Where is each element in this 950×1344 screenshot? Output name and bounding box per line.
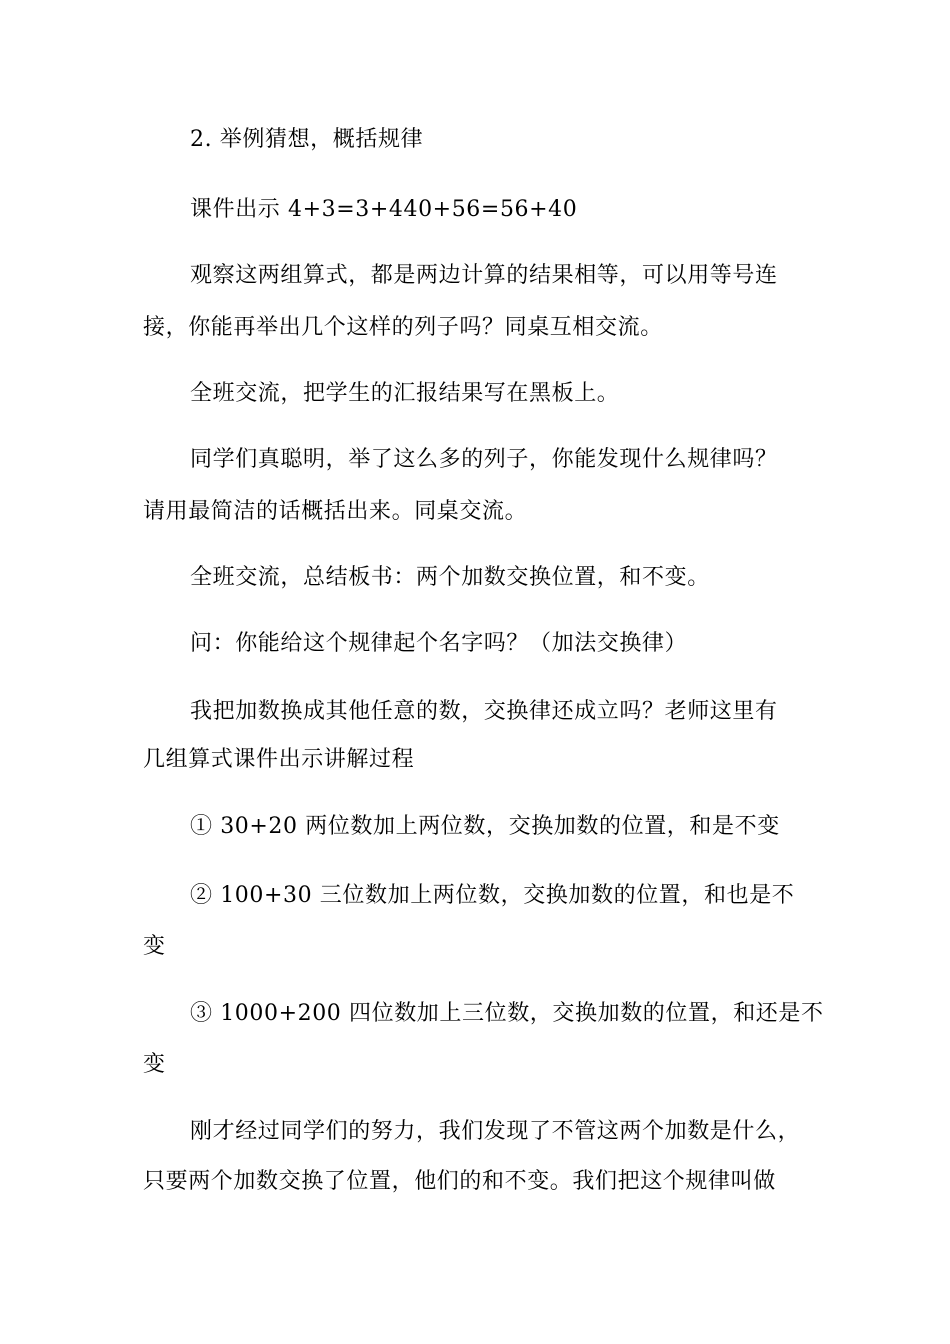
paragraph-observe-line-2: 接，你能再举出几个这样的列子吗？同桌互相交流。 xyxy=(143,315,663,340)
paragraph-observe-line-1: 观察这两组算式，都是两边计算的结果相等，可以用等号连 xyxy=(190,263,778,288)
example-item-1: ① 30+20 两位数加上两位数，交换加数的位置，和是不变 xyxy=(190,814,780,839)
example-item-2-line-2: 变 xyxy=(143,934,166,959)
example-item-3-line-2: 变 xyxy=(143,1052,166,1077)
paragraph-class-exchange: 全班交流，把学生的汇报结果写在黑板上。 xyxy=(190,381,620,406)
section-heading: 2. 举例猜想，概括规律 xyxy=(190,127,424,152)
paragraph-summary: 全班交流，总结板书：两个加数交换位置，和不变。 xyxy=(190,565,710,590)
paragraph-discover-line-1: 同学们真聪明，举了这么多的列子，你能发现什么规律吗？ xyxy=(190,447,778,472)
paragraph-any-number-line-2: 几组算式课件出示讲解过程 xyxy=(143,747,415,772)
paragraph-conclusion-line-1: 刚才经过同学们的努力，我们发现了不管这两个加数是什么， xyxy=(190,1119,801,1144)
paragraph-courseware: 课件出示 4+3=3+440+56=56+40 xyxy=(190,197,578,222)
paragraph-discover-line-2: 请用最简洁的话概括出来。同桌交流。 xyxy=(143,499,528,524)
example-item-3-line-1: ③ 1000+200 四位数加上三位数，交换加数的位置，和还是不 xyxy=(190,1001,824,1026)
paragraph-conclusion-line-2: 只要两个加数交换了位置，他们的和不变。我们把这个规律叫做 xyxy=(143,1169,776,1194)
example-item-2-line-1: ② 100+30 三位数加上两位数，交换加数的位置，和也是不 xyxy=(190,883,795,908)
paragraph-any-number-line-1: 我把加数换成其他任意的数，交换律还成立吗？老师这里有 xyxy=(190,699,778,724)
paragraph-question: 问：你能给这个规律起个名字吗？（加法交换律） xyxy=(190,631,688,656)
